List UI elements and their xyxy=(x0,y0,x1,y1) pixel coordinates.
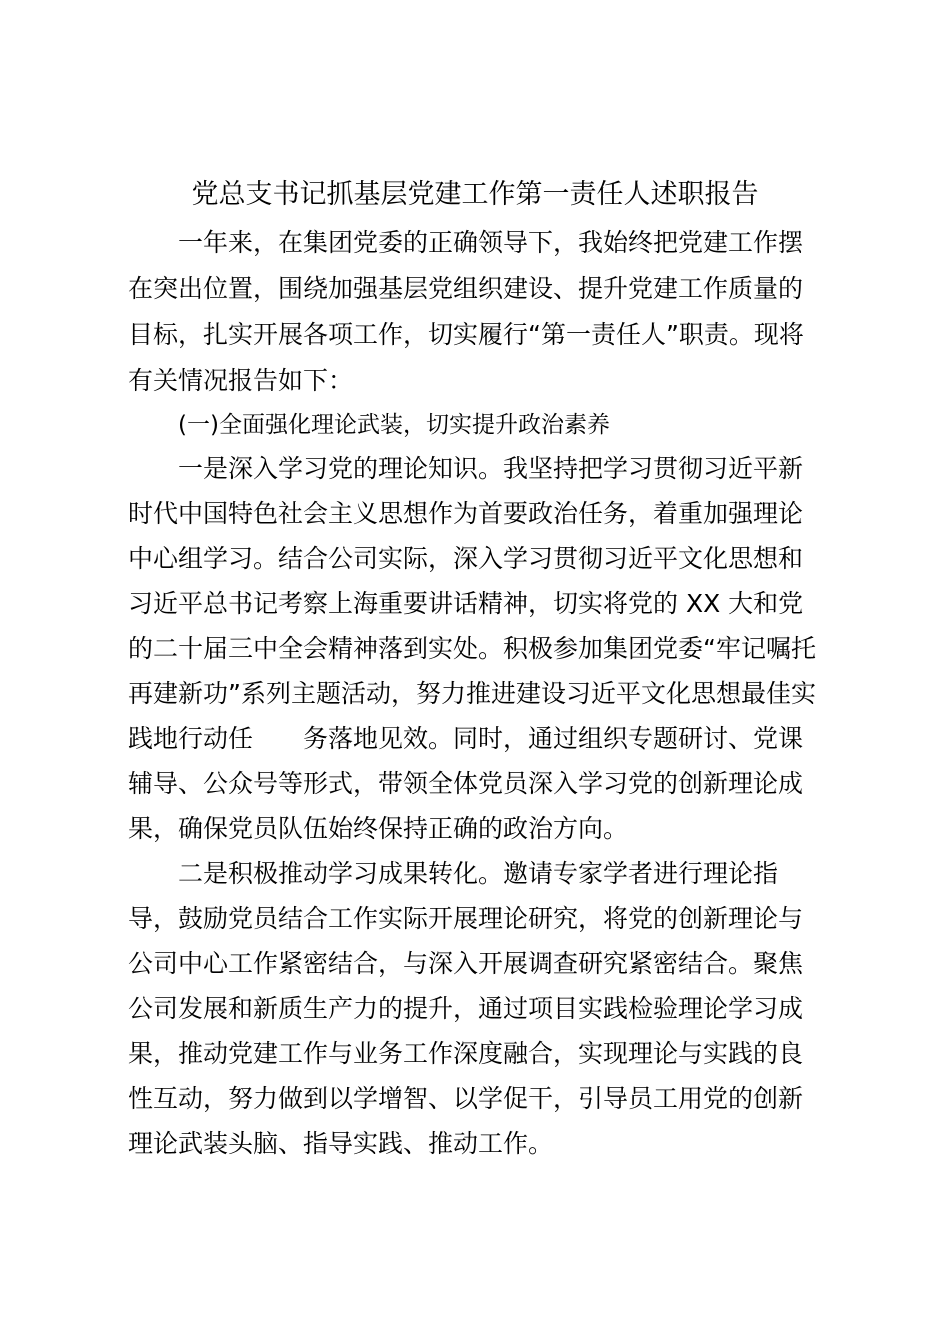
paragraph-line: 时代中国特色社会主义思想作为首要政治任务，着重加强理论 xyxy=(128,499,804,528)
paragraph-line: 导，鼓励党员结合工作实际开展理论研究，将党的创新理论与 xyxy=(128,904,804,933)
paragraph-line: 理论武装头脑、指导实践、推动工作。 xyxy=(128,1129,554,1158)
intro-line: 一年来，在集团党委的正确领导下，我始终把党建工作摆 xyxy=(178,228,804,257)
paragraph-line: 公司发展和新质生产力的提升，通过项目实践检验理论学习成 xyxy=(128,994,804,1023)
paragraph-line: 习近平总书记考察上海重要讲话精神，切实将党的 XX 大和党 xyxy=(128,589,804,618)
paragraph-line: 公司中心工作紧密结合，与深入开展调查研究紧密结合。聚焦 xyxy=(128,949,804,978)
paragraph-line: 二是积极推动学习成果转化。邀请专家学者进行理论指 xyxy=(178,859,779,888)
document-title: 党总支书记抓基层党建工作第一责任人述职报告 xyxy=(191,179,759,210)
paragraph-line: 中心组学习。结合公司实际，深入学习贯彻习近平文化思想和 xyxy=(128,544,804,573)
paragraph-line: 辅导、公众号等形式，带领全体党员深入学习党的创新理论成 xyxy=(128,769,804,798)
intro-line: 目标，扎实开展各项工作，切实履行“第一责任人”职责。现将 xyxy=(128,320,804,349)
paragraph-line: 践地行动任 务落地见效。同时，通过组织专题研讨、党课 xyxy=(128,724,804,753)
intro-line: 有关情况报告如下： xyxy=(128,366,354,395)
paragraph-line: 的二十届三中全会精神落到实处。积极参加集团党委“牢记嘱托 xyxy=(128,634,816,663)
intro-line: 在突出位置，围绕加强基层党组织建设、提升党建工作质量的 xyxy=(128,274,804,303)
paragraph-line: 一是深入学习党的理论知识。我坚持把学习贯彻习近平新 xyxy=(178,454,804,483)
paragraph-line: 性互动，努力做到以学增智、以学促干，引导员工用党的创新 xyxy=(128,1084,804,1113)
paragraph-line: 果，确保党员队伍始终保持正确的政治方向。 xyxy=(128,814,629,843)
paragraph-line: 再建新功”系列主题活动，努力推进建设习近平文化思想最佳实 xyxy=(128,679,816,708)
paragraph-line: 果，推动党建工作与业务工作深度融合，实现理论与实践的良 xyxy=(128,1039,804,1068)
section-heading: (一)全面强化理论武装，切实提升政治素养 xyxy=(178,412,610,438)
